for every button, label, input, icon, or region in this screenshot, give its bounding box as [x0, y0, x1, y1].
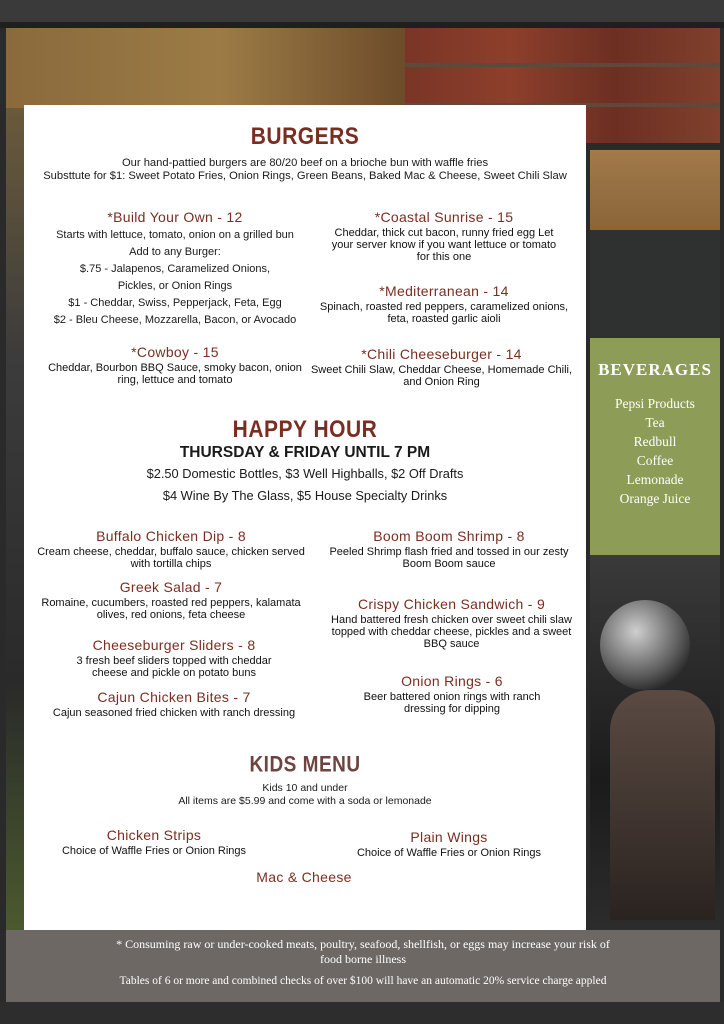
kids-menu-heading: KIDS MENU: [249, 753, 361, 778]
happy-hour-heading: HAPPY HOUR: [232, 416, 378, 443]
menu-item-greek-salad: [38, 579, 304, 621]
kids-age: Kids 10 and under: [262, 782, 348, 794]
happy-hour-wine: $4 Wine By The Glass, $5 House Specialty Drinks: [162, 488, 448, 503]
item-title: Chicken Strips: [106, 827, 202, 843]
menu-item-plain-wings: [349, 829, 549, 859]
beverage-item: Orange Juice: [619, 491, 691, 506]
beverages-panel: [590, 338, 720, 555]
item-title: Onion Rings - 6: [401, 673, 503, 689]
menu-item-chicken-strips: [54, 827, 254, 857]
menu-item-boom-shrimp: [324, 528, 574, 570]
burgers-substitute: Substtute for $1: Sweet Potato Fries, Onion Rings, Green Beans, Baked Mac & Cheese, Sweet Chili Slaw: [43, 170, 567, 182]
item-title: Mac & Cheese: [256, 869, 352, 885]
burgers-intro: Our hand-pattied burgers are 80/20 beef on a brioche bun with waffle fries: [121, 157, 489, 169]
item-description: Sweet Chili Slaw, Cheddar Cheese, Homemade Chili, and Onion Ring: [310, 364, 573, 388]
item-line: $1 - Cheddar, Swiss, Pepperjack, Feta, Egg: [68, 297, 282, 309]
footer-service-charge: Tables of 6 or more and combined checks of over $100 will have an automatic 20% service charge appled: [119, 975, 607, 987]
item-description: Choice of Waffle Fries or Onion Rings: [61, 845, 247, 857]
menu-item-cajun-bites: [44, 689, 304, 719]
menu-panel: [24, 105, 586, 930]
item-description: Cajun seasoned fried chicken with ranch dressing: [52, 707, 296, 719]
item-line: $.75 - Jalapenos, Caramelized Onions,: [79, 263, 271, 275]
burgers-heading: BURGERS: [250, 123, 360, 150]
football-player-image: [610, 690, 715, 920]
item-description: Spinach, roasted red peppers, caramelized onions, feta, roasted garlic aioli: [319, 301, 569, 325]
item-description: Cheddar, thick cut bacon, runny fried egg Let your server know if you want lettuce or tomato for this one: [331, 227, 557, 263]
footer-notice: [6, 930, 720, 1002]
menu-item-coastal-sunrise: [324, 209, 564, 263]
item-line: Starts with lettuce, tomato, onion on a grilled bun: [56, 229, 294, 241]
item-line: $2 - Bleu Cheese, Mozzarella, Bacon, or Avocado: [53, 314, 297, 326]
item-title: Buffalo Chicken Dip - 8: [96, 528, 246, 544]
item-description: Peeled Shrimp flash fried and tossed in our zesty Boom Boom sauce: [329, 546, 569, 570]
beverage-item: Lemonade: [626, 472, 684, 487]
football-helmet-image: [600, 600, 690, 690]
menu-item-mediterranean: [314, 283, 574, 325]
item-title: *Mediterranean - 14: [379, 283, 509, 299]
item-title: *Build Your Own - 12: [107, 209, 243, 225]
bottom-edge: [0, 1002, 724, 1024]
menu-item-buffalo-dip: [36, 528, 306, 570]
footer-health-warning: * Consuming raw or under-cooked meats, poultry, seafood, shellfish, or eggs may increase your risk of food borne illness: [116, 937, 610, 966]
menu-item-cowboy: [40, 344, 310, 386]
menu-item-sliders: [64, 637, 284, 679]
menu-item-build-your-own: [40, 209, 310, 329]
menu-item-mac-cheese: [204, 869, 404, 885]
beverage-item: Pepsi Products: [615, 396, 695, 411]
happy-hour-drinks: $2.50 Domestic Bottles, $3 Well Highballs, $2 Off Drafts: [146, 466, 464, 481]
item-title: Cheeseburger Sliders - 8: [92, 637, 256, 653]
item-line: Pickles, or Onion Rings: [117, 280, 233, 292]
item-title: Boom Boom Shrimp - 8: [373, 528, 525, 544]
item-description: Cream cheese, cheddar, buffalo sauce, chicken served with tortilla chips: [37, 546, 305, 570]
background-chalkboard: [590, 230, 720, 338]
beverages-title: BEVERAGES: [598, 360, 712, 379]
background-wood-panel: [590, 150, 720, 230]
beverage-item: Tea: [645, 415, 665, 430]
happy-hour-days: THURSDAY & FRIDAY UNTIL 7 PM: [179, 444, 431, 461]
item-title: *Cowboy - 15: [131, 344, 219, 360]
item-description: Romaine, cucumbers, roasted red peppers, kalamata olives, red onions, feta cheese: [41, 597, 301, 621]
beverage-item: Coffee: [636, 453, 674, 468]
item-title: *Coastal Sunrise - 15: [374, 209, 514, 225]
menu-item-onion-rings: [352, 673, 552, 715]
item-line: Add to any Burger:: [129, 246, 221, 258]
item-title: Crispy Chicken Sandwich - 9: [357, 596, 546, 612]
beverage-item: Redbull: [633, 434, 677, 449]
item-title: *Chili Cheeseburger - 14: [361, 346, 522, 362]
item-description: Beer battered onion rings with ranch dressing for dipping: [363, 691, 541, 715]
menu-item-chili-cheeseburger: [309, 346, 574, 388]
item-description: Hand battered fresh chicken over sweet chili slaw topped with cheddar cheese, pickles and a sweet BBQ sauce: [331, 614, 572, 650]
menu-item-crispy-sandwich: [324, 596, 579, 650]
item-description: Choice of Waffle Fries or Onion Rings: [356, 847, 542, 859]
item-description: 3 fresh beef sliders topped with cheddar cheese and pickle on potato buns: [76, 655, 272, 679]
item-title: Plain Wings: [410, 829, 488, 845]
kids-price: All items are $5.99 and come with a soda or lemonade: [178, 795, 432, 807]
item-title: Cajun Chicken Bites - 7: [97, 689, 251, 705]
item-title: Greek Salad - 7: [119, 579, 223, 595]
item-description: Cheddar, Bourbon BBQ Sauce, smoky bacon, onion ring, lettuce and tomato: [48, 362, 302, 386]
background-left-strip: [6, 108, 24, 930]
